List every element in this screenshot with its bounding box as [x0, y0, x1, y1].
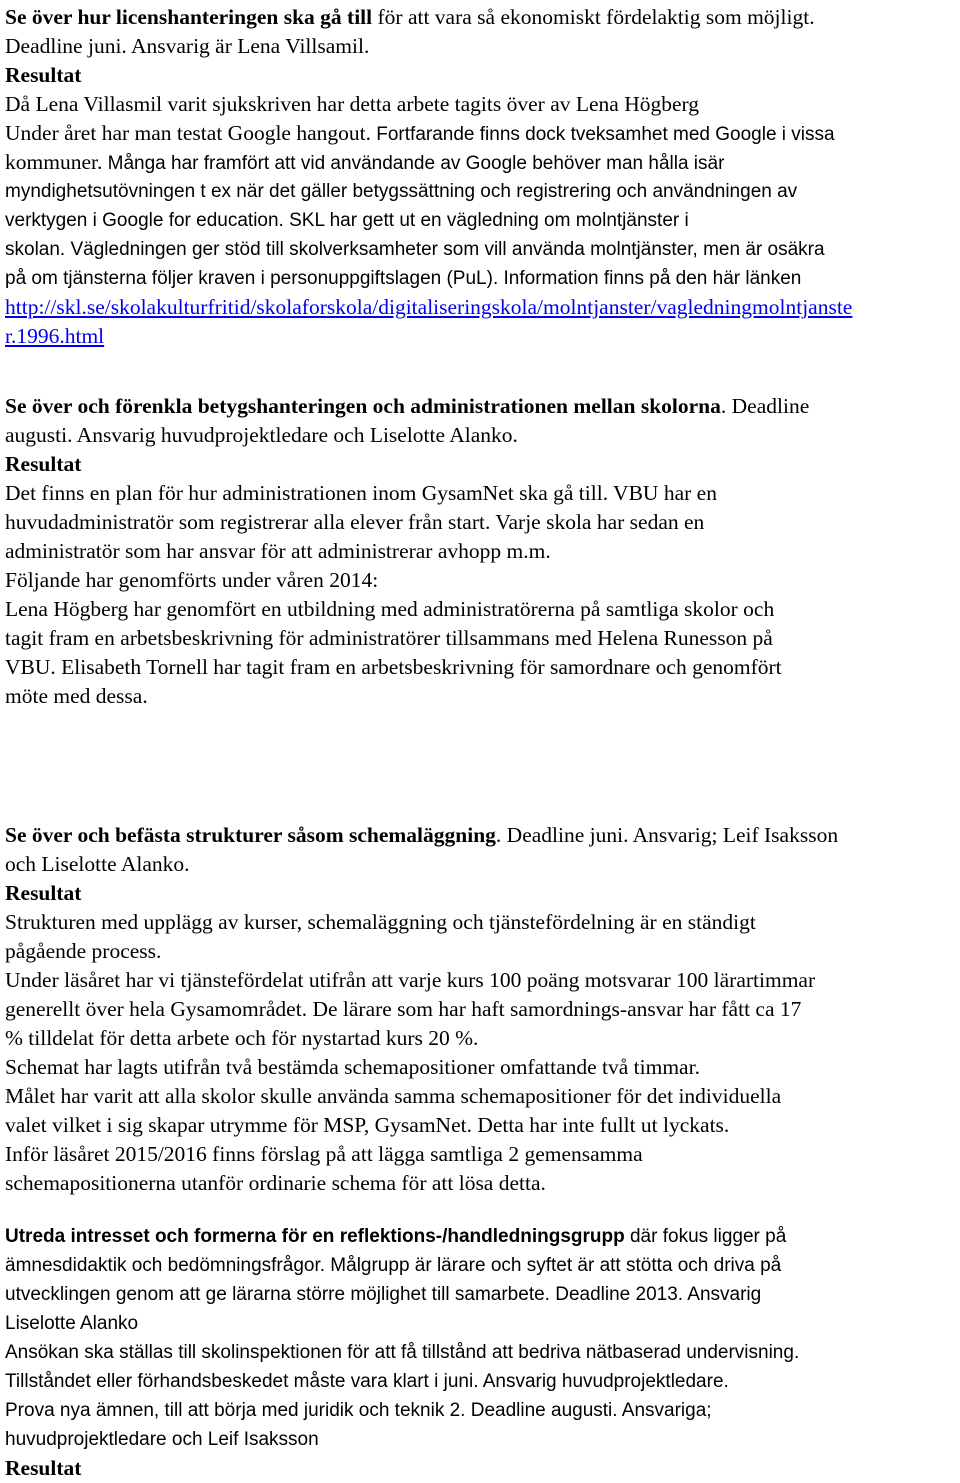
s4-text-line: Tillståndet eller förhandsbeskedet måste vara klart i juni. Ansvarig huvudprojektledare.: [5, 1371, 729, 1392]
s1-text-sans: på om tjänsterna följer kraven i personuppgiftslagen (PuL).: [5, 268, 499, 289]
s4-text-line: ämnesdidaktik och bedömningsfrågor. Målgrupp är lärare och syftet är att stötta och driva på: [5, 1255, 782, 1276]
s2-text-line: möte med dessa.: [5, 684, 148, 708]
s1-text-line: Då Lena Villasmil varit sjukskriven har detta arbete tagits över av Lena Högberg: [5, 92, 700, 116]
s1-heading: Se över hur licenshanteringen ska gå till: [5, 5, 373, 29]
s3-heading: Se över och befästa strukturer såsom schemaläggning: [5, 823, 496, 847]
s4-text-line: utvecklingen genom att ge lärarna större möjlighet till samarbete. Deadline 2013. Ansvarig: [5, 1284, 762, 1305]
s2-text-line: Lena Högberg har genomfört en utbildning med administratörerna på samtliga skolor och: [5, 597, 775, 621]
s3-responsible: och Liselotte Alanko.: [5, 852, 190, 876]
s2-text-line: VBU. Elisabeth Tornell har tagit fram en arbetsbeskrivning för samordnare och genomfört: [5, 655, 782, 679]
s2-resultat-label: Resultat: [5, 452, 82, 476]
s4-resultat-label: Resultat: [5, 1456, 82, 1480]
s3-text-line: Målet har varit att alla skolor skulle använda samma schemapositioner för det individuella: [5, 1084, 782, 1108]
s4-resultat: [5, 1454, 81, 1483]
s1-text-line: [5, 148, 724, 178]
s1-heading-line: [5, 3, 815, 32]
skl-link[interactable]: http://skl.se/skolakulturfritid/skolaforskola/digitaliseringskola/molntjanster/vagledningmolntjanste: [5, 295, 853, 319]
s3-text-line: schemapositionerna utanför ordinarie schema för att lösa detta.: [5, 1171, 546, 1195]
s2-text-line: administratör som har ansvar för att administrerar avhopp m.m.: [5, 539, 551, 563]
s3-heading-line: [5, 821, 838, 850]
s4-text-line: huvudprojektledare och Leif Isaksson: [5, 1429, 319, 1450]
s1-text-serif: Under året har man testat Google hangout.: [5, 121, 371, 145]
s1-link-line[interactable]: [5, 322, 104, 351]
s3-text-line: valet vilket i sig skapar utrymme för MSP, GysamNet. Detta har inte fullt ut lyckats.: [5, 1113, 730, 1137]
s2-resultat: [5, 450, 81, 479]
s3-heading-rest: . Deadline juni. Ansvarig; Leif Isaksson: [495, 823, 839, 847]
s3-text-line: Under läsåret har vi tjänstefördelat utifrån att varje kurs 100 poäng motsvarar 100 lärartimmar: [5, 968, 816, 992]
s1-text-sans: Vägledningen ger stöd till skolverksamheter som vill använda molntjänster, men är osäkra: [65, 239, 825, 260]
s4-text-line: Ansökan ska ställas till skolinspektionen för att få tillstånd att bedriva nätbaserad undervisning.: [5, 1342, 800, 1363]
s2-heading-line: [5, 392, 809, 421]
s2-heading: Se över och förenkla betygshanteringen och administrationen mellan skolorna: [5, 394, 721, 418]
s2-text-line: Följande har genomförts under våren 2014:: [5, 568, 379, 592]
s1-text-line: [5, 206, 689, 235]
s1-text-sans: skolan.: [5, 239, 66, 260]
s3-text-line: % tilldelat för detta arbete och för nystartad kurs 20 %.: [5, 1026, 479, 1050]
s2-heading-rest: . Deadline: [720, 394, 810, 418]
s4-heading-rest: där fokus ligger på: [624, 1226, 787, 1247]
s4-heading-line: [5, 1222, 786, 1251]
s1-resultat: [5, 61, 81, 90]
s3-text-line: pågående process.: [5, 939, 162, 963]
s1-heading-rest: för att vara så ekonomiskt fördelaktig som möjligt.: [372, 5, 815, 29]
s1-text-line: [5, 235, 825, 264]
s1-resultat-label: Resultat: [5, 63, 82, 87]
s3-text-line: Strukturen med upplägg av kurser, schemaläggning och tjänstefördelning är en ständigt: [5, 910, 756, 934]
s2-text-line: Det finns en plan för hur administrationen inom GysamNet ska gå till. VBU har en: [5, 481, 717, 505]
s2-text-line: tagit fram en arbetsbeskrivning för administratörer tillsammans med Helena Runesson på: [5, 626, 773, 650]
s1-text-sans: Information finns på den här länken: [498, 268, 802, 289]
s1-deadline: Deadline juni. Ansvarig är Lena Villsamil.: [5, 34, 370, 58]
s2-text-line: huvudadministratör som registrerar alla elever från start. Varje skola har sedan en: [5, 510, 705, 534]
s4-text-line: Liselotte Alanko: [5, 1313, 139, 1334]
s4-text-line: Prova nya ämnen, till att börja med juridik och teknik 2. Deadline augusti. Ansvariga;: [5, 1400, 712, 1421]
s3-resultat: [5, 879, 81, 908]
s1-text-sans: SKL har gett ut en vägledning om molntjänster i: [283, 210, 689, 231]
s1-text-line: [5, 264, 801, 293]
s1-text-sans: Fortfarande finns dock tveksamhet med Google i vissa: [370, 124, 835, 145]
s1-text-line: myndighetsutövningen t ex när det gäller betygssättning och registrering och användningen av: [5, 181, 798, 202]
s1-text-sans: verktygen i Google for education.: [5, 210, 284, 231]
s1-link-line[interactable]: [5, 293, 852, 322]
s1-text-sans: Många har framfört att vid användande av Google behöver man hålla isär: [102, 153, 725, 174]
s3-text-line: generellt över hela Gysamområdet. De lärare som har haft samordnings-ansvar har fått ca 17: [5, 997, 802, 1021]
s3-resultat-label: Resultat: [5, 881, 82, 905]
s4-heading: Utreda intresset och formerna för en reflektions-/handledningsgrupp: [5, 1226, 625, 1247]
s3-text-line: Inför läsåret 2015/2016 finns förslag på att lägga samtliga 2 gemensamma: [5, 1142, 643, 1166]
s1-text-serif: kommuner.: [5, 150, 103, 174]
s2-deadline: augusti. Ansvarig huvudprojektledare och Liselotte Alanko.: [5, 423, 518, 447]
skl-link-continued[interactable]: r.1996.html: [5, 324, 105, 348]
s1-text-line: [5, 119, 835, 149]
s3-text-line: Schemat har lagts utifrån två bestämda schemapositioner omfattande två timmar.: [5, 1055, 700, 1079]
